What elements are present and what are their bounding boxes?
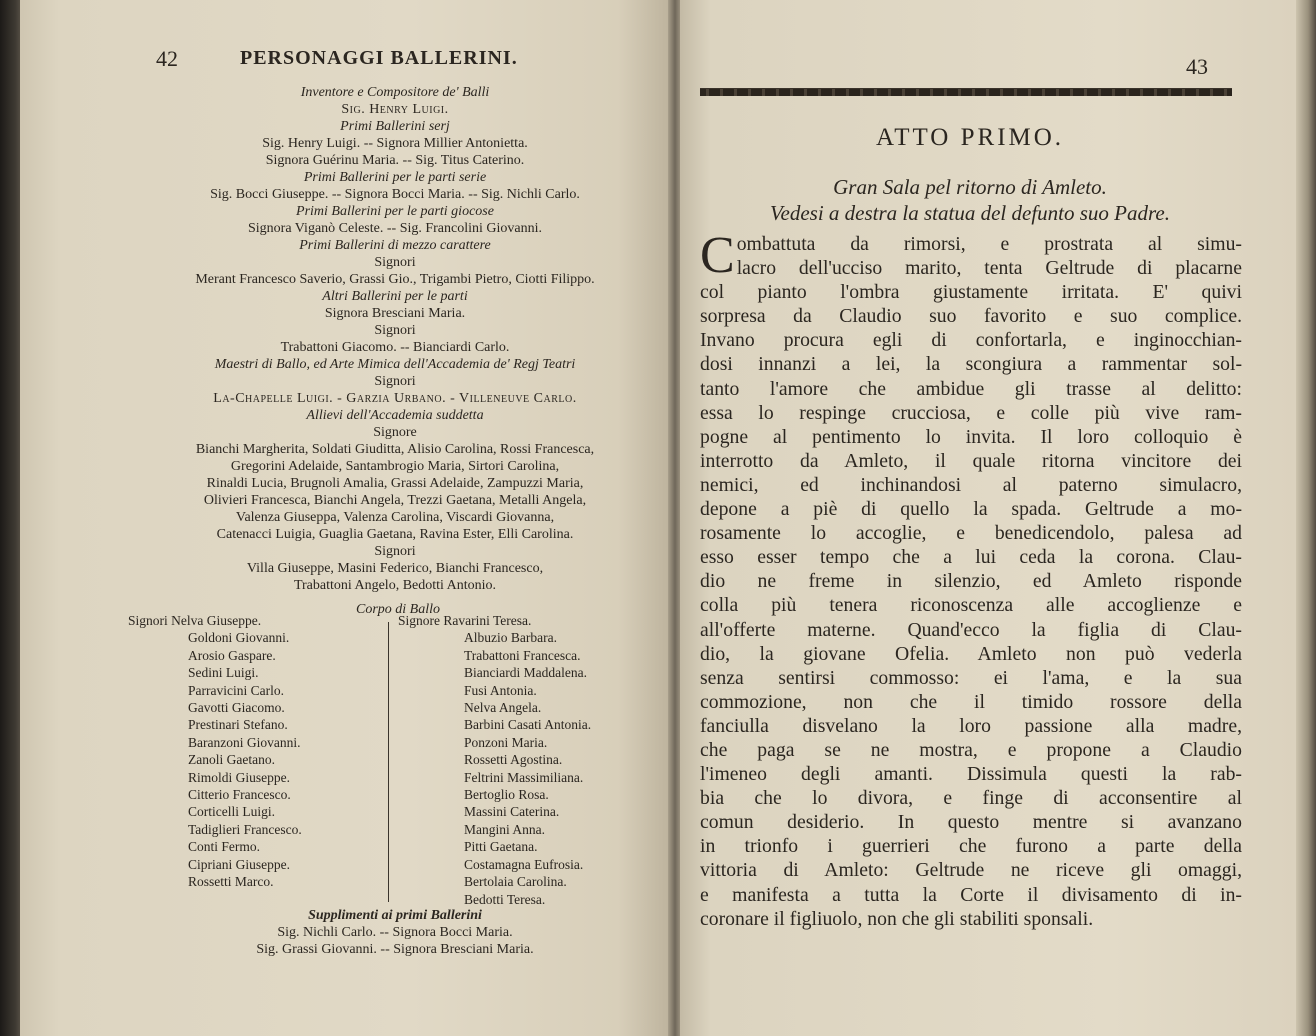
dancer-name [128, 612, 386, 629]
column-label: Signore [398, 613, 440, 628]
dancer-name: Cipriani Giuseppe. [188, 856, 290, 872]
cast-line: Olivieri Francesca, Bianchi Angela, Trezzi Gaetana, Metalli Angela, [203, 493, 587, 508]
text-line: coronare il figliuolo, non che gli stabiliti sponsali. [700, 907, 1094, 930]
text-line: essa lo respinge crucciosa, e colle più vive ram- [700, 401, 1242, 424]
running-head: PERSONAGGI BALLERINI. [240, 47, 518, 69]
text-line: colla più tenera riconoscenza alle accoglienze e [700, 594, 1242, 617]
role-heading: Primi Ballerini serj [340, 119, 450, 134]
column-divider [388, 622, 389, 902]
text-line: all'offerte materne. Quand'ecco la figlia di Clau- [700, 618, 1242, 641]
drop-cap: C [700, 227, 735, 284]
cast-line: La-Chapelle Luigi. - Garzia Urbano. - Villeneuve Carlo. [213, 391, 577, 406]
cast-line: Signora Bresciani Maria. [324, 306, 466, 321]
dancer-name: Tadiglieri Francesco. [188, 821, 302, 837]
dancer-name: Bertolaia Carolina. [464, 874, 567, 890]
supplimenti-line: Sig. Nichli Carlo. -- Signora Bocci Maria. [277, 925, 513, 940]
dancer-name: Rossetti Agostina. [464, 752, 563, 768]
dancer-name: Bertoglio Rosa. [464, 787, 549, 803]
cast-line: Signori [374, 544, 416, 559]
text-line: che paga se ne mostra, e propone a Claudio [700, 738, 1242, 761]
role-heading: Primi Ballerini di mezzo carattere [299, 238, 491, 253]
cast-line: Catenacci Luigia, Guaglia Gaetana, Ravina Ester, Elli Carolina. [216, 527, 574, 542]
cast-line: Gregorini Adelaide, Santambrogio Maria, Sirtori Carolina, [230, 459, 560, 474]
cast-line: Signori [374, 255, 416, 270]
dancer-name: Parravicini Carlo. [188, 682, 284, 698]
cast-line: Villa Giuseppe, Masini Federico, Bianchi Francesco, [246, 561, 544, 576]
text-line: l'imeneo degli amanti. Dissimula questi la rab- [700, 763, 1242, 786]
cast-line: Rinaldi Lucia, Brugnoli Amalia, Grassi Adelaide, Zampuzzi Maria, [206, 476, 584, 491]
cast-line: Trabattoni Angelo, Bedotti Antonio. [293, 578, 497, 593]
text-line: interrotto da Amleto, il quale ritorna vincitore dei [700, 449, 1242, 472]
cast-list [120, 84, 670, 594]
text-line: tanto l'amore che ambidue gli trasse al delitto: [700, 377, 1242, 400]
cast-line: Sig. Bocci Giuseppe. -- Signora Bocci Maria. -- Sig. Nichli Carlo. [210, 187, 580, 202]
text-line: sorpresa da Claudio suo favorito e suo complice. [700, 305, 1242, 328]
cast-line: Signora Guérinu Maria. -- Sig. Titus Caterino. [265, 153, 525, 168]
dancer-name: Ponzoni Maria. [464, 734, 548, 750]
text-line: dio, la giovane Ofelia. Amleto non può vederla [700, 642, 1242, 665]
text-line: depone a piè di quello la spada. Geltrude a mo- [700, 498, 1242, 521]
dancer-name [398, 612, 668, 629]
role-heading: Inventore e Compositore de' Balli [300, 85, 490, 100]
text-line: bia che lo divora, e finge di acconsentire al [700, 787, 1242, 810]
dancer-name: Rimoldi Giuseppe. [188, 769, 290, 785]
act-title: ATTO PRIMO. [875, 124, 1065, 151]
dancer-name: Bianciardi Maddalena. [464, 665, 587, 681]
scene-description [700, 174, 1240, 226]
role-heading: Maestri di Ballo, ed Arte Mimica dell'Accademia de' Regj Teatri [214, 357, 576, 372]
dancer-name-text: Nelva Giuseppe. [171, 613, 262, 628]
cast-line: Signori [374, 374, 416, 389]
text-line: rosamente lo accoglie, e benedicendolo, palesa ad [700, 522, 1242, 545]
dancer-name: Trabattoni Francesca. [464, 647, 581, 663]
dancer-name: Nelva Angela. [464, 700, 542, 716]
dancer-name: Citterio Francesco. [188, 787, 291, 803]
column-label: Signori [128, 613, 168, 628]
text-line: ombattuta da rimorsi, e prostrata al simu- [736, 233, 1242, 255]
text-line: e manifesta a tutta la Corte il divisamento di in- [700, 883, 1242, 906]
role-heading: Primi Ballerini per le parti serie [303, 170, 487, 185]
cast-line: Signora Viganò Celeste. -- Sig. Francolini Giovanni. [247, 221, 543, 236]
role-heading: Altri Ballerini per le parti [322, 289, 468, 304]
dancer-name: Corticelli Luigi. [188, 804, 275, 820]
dancer-name: Massini Caterina. [464, 804, 560, 820]
left-page-number: 42 [156, 46, 178, 71]
signori-column [128, 612, 386, 891]
scene-line: Gran Sala pel ritorno di Amleto. [833, 175, 1107, 199]
cast-line: Sig. Henry Luigi. -- Signora Millier Antonietta. [262, 136, 528, 151]
text-line: col pianto l'ombra giustamente irritata. E' quivi [700, 281, 1242, 304]
dancer-name: Arosio Gaspare. [188, 647, 276, 663]
dancer-name: Mangini Anna. [464, 821, 545, 837]
cast-line: Bianchi Margherita, Soldati Giuditta, Alisio Carolina, Rossi Francesca, [195, 442, 595, 457]
supplimenti-heading: Supplimenti ai primi Ballerini [308, 908, 482, 923]
cast-line: Signore [373, 425, 417, 440]
text-line: comun desiderio. In questo mentre si avanzano [700, 811, 1242, 834]
cast-line: Trabattoni Giacomo. -- Bianciardi Carlo. [280, 340, 510, 355]
dancer-name: Zanoli Gaetano. [188, 752, 275, 768]
dancer-name: Costamagna Eufrosia. [464, 856, 584, 872]
text-line: dio ne freme in silenzio, ed Amleto risponde [700, 570, 1242, 593]
text-line: Invano procura egli di confortarla, e inginocchian- [700, 329, 1242, 352]
text-line: pogne al pentimento lo invita. Il loro colloquio è [700, 425, 1242, 448]
text-line: dosi innanzi a lei, la scongiura a rammentar sol- [700, 353, 1242, 376]
text-line: lacro dell'ucciso marito, tenta Geltrude di placarne [736, 257, 1242, 280]
dancer-name-text: Ravarini Teresa. [443, 613, 532, 628]
dancer-name: Baranzoni Giovanni. [188, 734, 301, 750]
dancer-name: Bedotti Teresa. [464, 891, 546, 907]
text-line: vittoria di Amleto: Geltrude ne riceve gli omaggi, [700, 859, 1242, 882]
cast-line: Valenza Giuseppa, Valenza Carolina, Viscardi Giovanna, [235, 510, 555, 525]
dancer-name: Goldoni Giovanni. [188, 630, 290, 646]
dancer-name: Feltrini Massimiliana. [464, 769, 584, 785]
scene-line: Vedesi a destra la statua del defunto suo Padre. [770, 201, 1170, 225]
text-line: senza sentirsi commosso: ei l'ama, e la sua [700, 666, 1242, 689]
dancer-name: Rossetti Marco. [188, 874, 274, 890]
dancer-name: Conti Fermo. [188, 839, 261, 855]
cast-line: Sig. Henry Luigi. [341, 102, 449, 117]
dancer-name: Barbini Casati Antonia. [464, 717, 592, 733]
text-line: commozione, non che il timido rossore della [700, 690, 1242, 713]
argument-text [700, 227, 1242, 931]
right-page-number: 43 [1186, 54, 1208, 79]
corpo-heading: Corpo di Ballo [355, 602, 440, 617]
text-line: esso esser tempo che a lui ceda la corona. Clau- [700, 546, 1242, 569]
dancer-name: Albuzio Barbara. [464, 630, 557, 646]
book-edge-right [1296, 0, 1316, 1036]
supplimenti [120, 907, 670, 958]
role-heading: Primi Ballerini per le parti giocose [296, 204, 494, 219]
dancer-name: Gavotti Giacomo. [188, 700, 285, 716]
text-line: in trionfo i guerrieri che furono a parte della [700, 835, 1242, 858]
text-line: fanciulla disvelano la loro passione alla madre, [700, 714, 1242, 737]
dancer-name: Pitti Gaetana. [464, 839, 538, 855]
signore-column [398, 612, 668, 908]
dancer-name: Fusi Antonia. [464, 682, 537, 698]
role-heading: Allievi dell'Accademia suddetta [306, 408, 484, 423]
supplimenti-line: Sig. Grassi Giovanni. -- Signora Bresciani Maria. [256, 942, 534, 957]
dancer-name: Prestinari Stefano. [188, 717, 288, 733]
cast-line: Merant Francesco Saverio, Grassi Gio., Trigambi Pietro, Ciotti Filippo. [195, 272, 595, 287]
text-line: nemici, ed inchinandosi al paterno simulacro, [700, 473, 1242, 496]
cast-line: Signori [374, 323, 416, 338]
dancer-name: Sedini Luigi. [188, 665, 259, 681]
ornamental-rule [700, 88, 1232, 96]
